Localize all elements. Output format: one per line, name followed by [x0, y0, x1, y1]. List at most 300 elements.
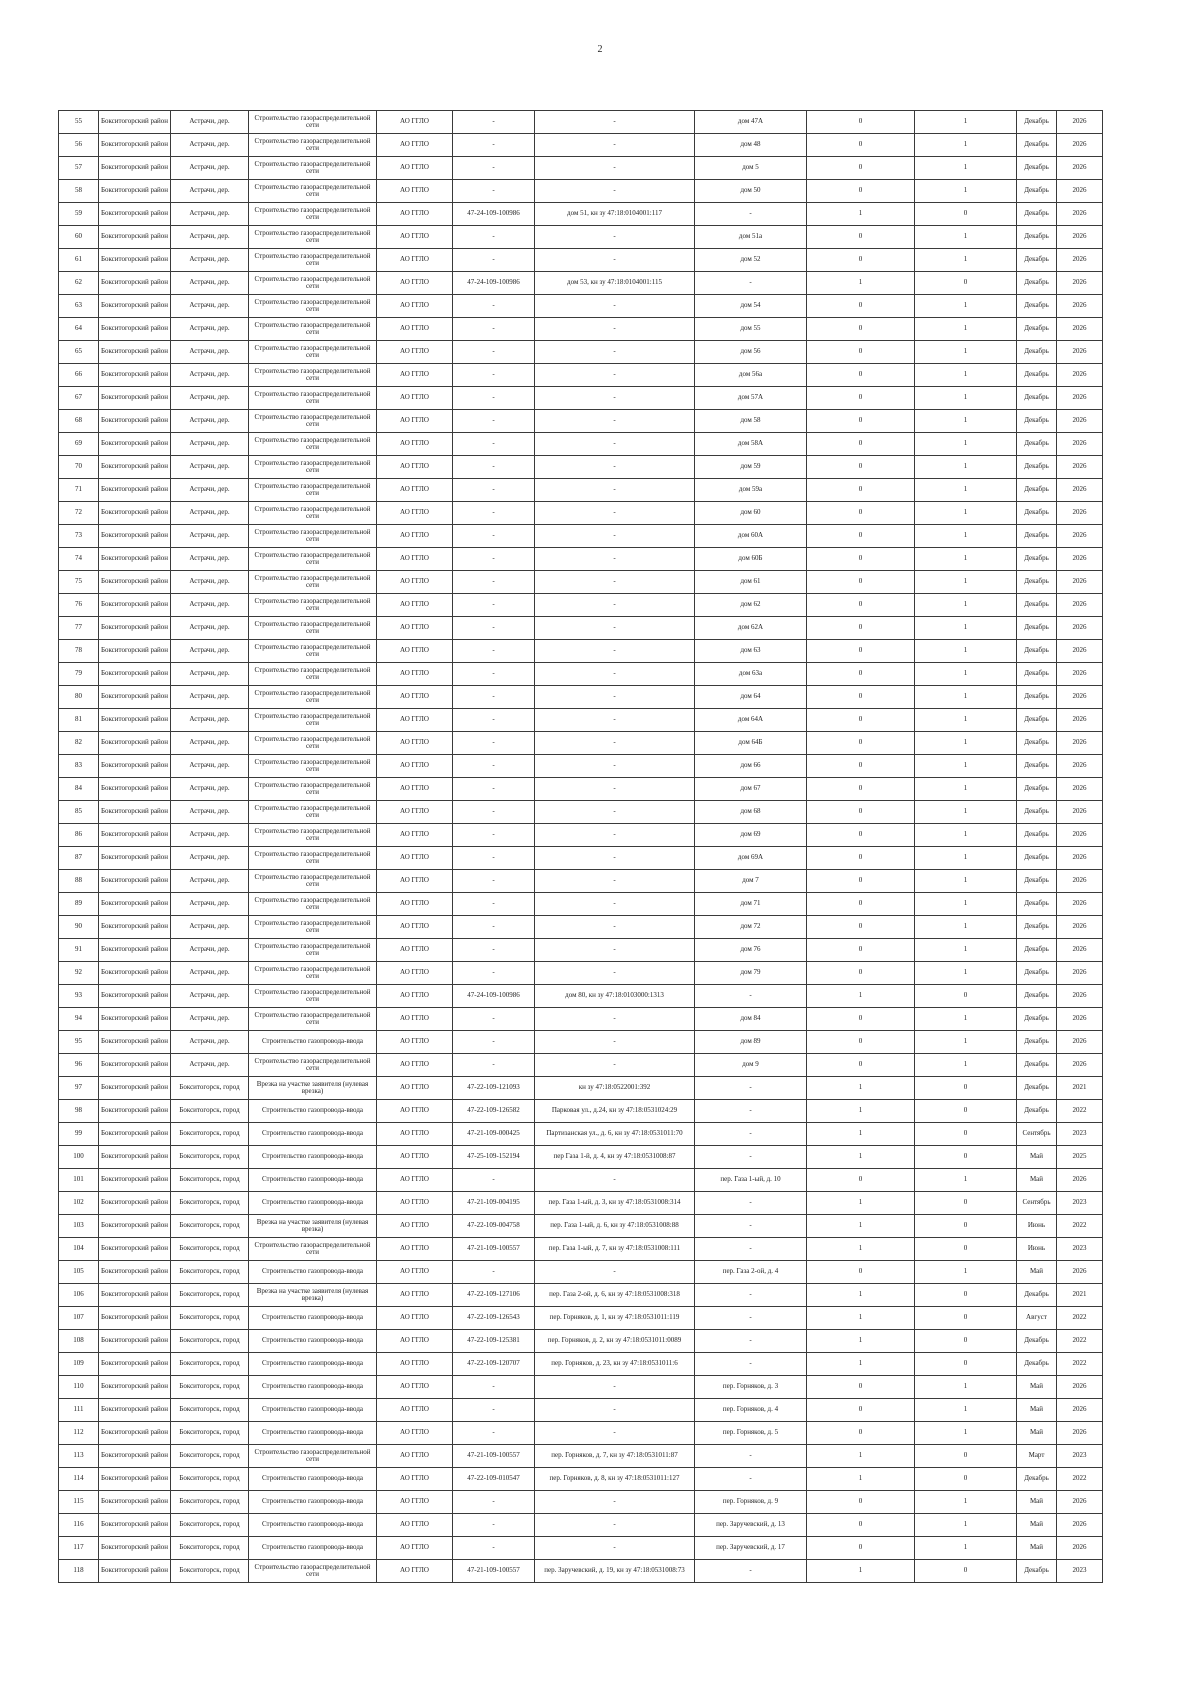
cell-organization: АО ГГЛО — [377, 1284, 453, 1307]
cell-row-number: 74 — [59, 548, 99, 571]
cell-month: Декабрь — [1017, 318, 1057, 341]
cell-work-type: Строительство газораспределительной сети — [249, 157, 377, 180]
cell-work-type: Строительство газораспределительной сети — [249, 571, 377, 594]
cell-settlement: Астрачи, дер. — [171, 410, 249, 433]
cell-settlement: Астрачи, дер. — [171, 663, 249, 686]
cell-cadastral-address: - — [535, 962, 695, 985]
cell-month: Май — [1017, 1169, 1057, 1192]
cell-count-b: 1 — [915, 157, 1017, 180]
cell-settlement: Бокситогорск, город — [171, 1468, 249, 1491]
cell-year: 2026 — [1057, 778, 1103, 801]
cell-settlement: Бокситогорск, город — [171, 1123, 249, 1146]
cell-month: Декабрь — [1017, 571, 1057, 594]
cell-count-a: 1 — [807, 1215, 915, 1238]
cell-year: 2026 — [1057, 364, 1103, 387]
cell-count-a: 0 — [807, 1537, 915, 1560]
cell-district: Бокситогорский район — [99, 318, 171, 341]
cell-house-address: дом 69А — [695, 847, 807, 870]
cell-application-number: - — [453, 1491, 535, 1514]
cell-year: 2023 — [1057, 1560, 1103, 1583]
cell-house-address: дом 60Б — [695, 548, 807, 571]
cell-organization: АО ГГЛО — [377, 548, 453, 571]
cell-cadastral-address: - — [535, 341, 695, 364]
table-row — [59, 502, 1103, 525]
cell-row-number: 111 — [59, 1399, 99, 1422]
cell-organization: АО ГГЛО — [377, 1537, 453, 1560]
cell-organization: АО ГГЛО — [377, 1008, 453, 1031]
cell-settlement: Астрачи, дер. — [171, 341, 249, 364]
cell-cadastral-address: - — [535, 571, 695, 594]
cell-cadastral-address: - — [535, 1054, 695, 1077]
cell-work-type: Строительство газопровода-ввода — [249, 1330, 377, 1353]
cell-count-a: 0 — [807, 1422, 915, 1445]
cell-cadastral-address: - — [535, 847, 695, 870]
cell-count-b: 1 — [915, 847, 1017, 870]
cell-year: 2026 — [1057, 663, 1103, 686]
cell-month: Май — [1017, 1537, 1057, 1560]
cell-count-a: 0 — [807, 640, 915, 663]
cell-application-number: - — [453, 1514, 535, 1537]
cell-district: Бокситогорский район — [99, 732, 171, 755]
cell-year: 2023 — [1057, 1238, 1103, 1261]
cell-row-number: 55 — [59, 111, 99, 134]
cell-cadastral-address: - — [535, 663, 695, 686]
cell-organization: АО ГГЛО — [377, 341, 453, 364]
cell-district: Бокситогорский район — [99, 479, 171, 502]
cell-district: Бокситогорский район — [99, 364, 171, 387]
cell-count-b: 1 — [915, 180, 1017, 203]
cell-cadastral-address: - — [535, 686, 695, 709]
cell-organization: АО ГГЛО — [377, 456, 453, 479]
cell-count-a: 1 — [807, 1468, 915, 1491]
cell-count-a: 0 — [807, 525, 915, 548]
cell-count-b: 1 — [915, 364, 1017, 387]
cell-month: Декабрь — [1017, 1008, 1057, 1031]
cell-organization: АО ГГЛО — [377, 1353, 453, 1376]
cell-application-number: 47-22-109-126582 — [453, 1100, 535, 1123]
table-row — [59, 1353, 1103, 1376]
cell-count-b: 1 — [915, 594, 1017, 617]
cell-district: Бокситогорский район — [99, 571, 171, 594]
cell-application-number: - — [453, 157, 535, 180]
cell-cadastral-address: - — [535, 732, 695, 755]
cell-year: 2026 — [1057, 479, 1103, 502]
table-row — [59, 387, 1103, 410]
cell-application-number: - — [453, 847, 535, 870]
cell-house-address: дом 56 — [695, 341, 807, 364]
cell-district: Бокситогорский район — [99, 272, 171, 295]
cell-count-a: 1 — [807, 272, 915, 295]
cell-count-b: 1 — [915, 939, 1017, 962]
cell-district: Бокситогорский район — [99, 1422, 171, 1445]
cell-cadastral-address: пер. Газа 2-ой, д. 6, кн зу 47:18:0531008:318 — [535, 1284, 695, 1307]
table-row — [59, 893, 1103, 916]
cell-count-b: 1 — [915, 870, 1017, 893]
cell-month: Май — [1017, 1146, 1057, 1169]
cell-count-b: 1 — [915, 433, 1017, 456]
cell-house-address: - — [695, 272, 807, 295]
cell-year: 2026 — [1057, 1399, 1103, 1422]
cell-house-address: дом 62 — [695, 594, 807, 617]
table-row — [59, 410, 1103, 433]
table-row — [59, 157, 1103, 180]
cell-work-type: Строительство газораспределительной сети — [249, 410, 377, 433]
cell-count-b: 1 — [915, 1376, 1017, 1399]
cell-cadastral-address: пер. Газа 1-ый, д. 6, кн зу 47:18:0531008:88 — [535, 1215, 695, 1238]
cell-year: 2026 — [1057, 249, 1103, 272]
cell-count-b: 1 — [915, 640, 1017, 663]
cell-count-a: 0 — [807, 732, 915, 755]
cell-district: Бокситогорский район — [99, 870, 171, 893]
cell-month: Декабрь — [1017, 1353, 1057, 1376]
cell-row-number: 101 — [59, 1169, 99, 1192]
cell-cadastral-address: - — [535, 157, 695, 180]
cell-application-number: - — [453, 778, 535, 801]
cell-application-number: 47-22-109-010547 — [453, 1468, 535, 1491]
cell-organization: АО ГГЛО — [377, 1215, 453, 1238]
cell-work-type: Строительство газораспределительной сети — [249, 111, 377, 134]
cell-application-number: - — [453, 916, 535, 939]
cell-work-type: Строительство газораспределительной сети — [249, 479, 377, 502]
cell-district: Бокситогорский район — [99, 1399, 171, 1422]
cell-organization: АО ГГЛО — [377, 272, 453, 295]
cell-district: Бокситогорский район — [99, 1445, 171, 1468]
cell-house-address: - — [695, 1353, 807, 1376]
cell-application-number: - — [453, 1261, 535, 1284]
cell-settlement: Астрачи, дер. — [171, 548, 249, 571]
cell-application-number: - — [453, 180, 535, 203]
cell-district: Бокситогорский район — [99, 617, 171, 640]
cell-count-a: 0 — [807, 663, 915, 686]
cell-row-number: 105 — [59, 1261, 99, 1284]
cell-month: Декабрь — [1017, 916, 1057, 939]
cell-application-number: - — [453, 732, 535, 755]
cell-year: 2026 — [1057, 1031, 1103, 1054]
cell-year: 2026 — [1057, 594, 1103, 617]
cell-work-type: Строительство газораспределительной сети — [249, 847, 377, 870]
cell-application-number: - — [453, 594, 535, 617]
cell-application-number: - — [453, 479, 535, 502]
table-row — [59, 548, 1103, 571]
cell-count-b: 1 — [915, 479, 1017, 502]
cell-organization: АО ГГЛО — [377, 801, 453, 824]
table-row — [59, 1445, 1103, 1468]
cell-month: Декабрь — [1017, 548, 1057, 571]
cell-work-type: Строительство газопровода-ввода — [249, 1491, 377, 1514]
cell-year: 2026 — [1057, 502, 1103, 525]
cell-row-number: 116 — [59, 1514, 99, 1537]
cell-count-a: 0 — [807, 778, 915, 801]
cell-application-number: 47-24-109-100986 — [453, 272, 535, 295]
cell-count-a: 0 — [807, 318, 915, 341]
cell-house-address: дом 60А — [695, 525, 807, 548]
table-row — [59, 617, 1103, 640]
cell-row-number: 73 — [59, 525, 99, 548]
cell-month: Декабрь — [1017, 479, 1057, 502]
table-row — [59, 1330, 1103, 1353]
cell-count-a: 0 — [807, 364, 915, 387]
cell-district: Бокситогорский район — [99, 203, 171, 226]
table-row — [59, 111, 1103, 134]
cell-row-number: 88 — [59, 870, 99, 893]
table-row — [59, 1031, 1103, 1054]
cell-settlement: Бокситогорск, город — [171, 1353, 249, 1376]
cell-district: Бокситогорский район — [99, 1376, 171, 1399]
cell-application-number: - — [453, 341, 535, 364]
cell-month: Май — [1017, 1514, 1057, 1537]
cell-work-type: Строительство газопровода-ввода — [249, 1261, 377, 1284]
cell-row-number: 97 — [59, 1077, 99, 1100]
cell-organization: АО ГГЛО — [377, 1238, 453, 1261]
table-row — [59, 939, 1103, 962]
cell-cadastral-address: - — [535, 180, 695, 203]
cell-year: 2022 — [1057, 1468, 1103, 1491]
cell-cadastral-address: - — [535, 916, 695, 939]
cell-work-type: Строительство газопровода-ввода — [249, 1514, 377, 1537]
cell-year: 2026 — [1057, 272, 1103, 295]
cell-district: Бокситогорский район — [99, 962, 171, 985]
cell-count-b: 1 — [915, 134, 1017, 157]
cell-house-address: дом 51а — [695, 226, 807, 249]
cell-application-number: - — [453, 893, 535, 916]
cell-settlement: Астрачи, дер. — [171, 916, 249, 939]
table-row — [59, 1399, 1103, 1422]
cell-organization: АО ГГЛО — [377, 732, 453, 755]
cell-house-address: дом 76 — [695, 939, 807, 962]
cell-count-b: 0 — [915, 1307, 1017, 1330]
cell-month: Декабрь — [1017, 617, 1057, 640]
cell-count-b: 1 — [915, 1261, 1017, 1284]
cell-month: Май — [1017, 1491, 1057, 1514]
cell-count-b: 0 — [915, 1560, 1017, 1583]
cell-settlement: Астрачи, дер. — [171, 962, 249, 985]
cell-application-number: - — [453, 571, 535, 594]
cell-count-b: 1 — [915, 456, 1017, 479]
cell-organization: АО ГГЛО — [377, 433, 453, 456]
cell-organization: АО ГГЛО — [377, 847, 453, 870]
table-row — [59, 732, 1103, 755]
cell-year: 2026 — [1057, 295, 1103, 318]
cell-count-a: 1 — [807, 1560, 915, 1583]
cell-application-number: - — [453, 410, 535, 433]
cell-month: Август — [1017, 1307, 1057, 1330]
cell-cadastral-address: - — [535, 939, 695, 962]
cell-work-type: Строительство газораспределительной сети — [249, 456, 377, 479]
table-row — [59, 709, 1103, 732]
cell-row-number: 81 — [59, 709, 99, 732]
cell-settlement: Бокситогорск, город — [171, 1514, 249, 1537]
cell-cadastral-address: Партизанская ул., д. 6, кн зу 47:18:0531011:70 — [535, 1123, 695, 1146]
cell-district: Бокситогорский район — [99, 295, 171, 318]
table-row — [59, 571, 1103, 594]
cell-year: 2026 — [1057, 1491, 1103, 1514]
cell-cadastral-address: - — [535, 111, 695, 134]
cell-organization: АО ГГЛО — [377, 134, 453, 157]
cell-district: Бокситогорский район — [99, 433, 171, 456]
table-row — [59, 180, 1103, 203]
cell-row-number: 66 — [59, 364, 99, 387]
cell-month: Декабрь — [1017, 295, 1057, 318]
cell-work-type: Строительство газораспределительной сети — [249, 916, 377, 939]
cell-application-number: 47-22-109-120707 — [453, 1353, 535, 1376]
cell-application-number: - — [453, 1399, 535, 1422]
cell-district: Бокситогорский район — [99, 410, 171, 433]
cell-organization: АО ГГЛО — [377, 203, 453, 226]
cell-district: Бокситогорский район — [99, 502, 171, 525]
cell-settlement: Астрачи, дер. — [171, 364, 249, 387]
cell-month: Декабрь — [1017, 686, 1057, 709]
cell-month: Декабрь — [1017, 456, 1057, 479]
cell-house-address: пер. Газа 1-ый, д. 10 — [695, 1169, 807, 1192]
cell-application-number: - — [453, 686, 535, 709]
cell-settlement: Бокситогорск, город — [171, 1399, 249, 1422]
cell-month: Сентябрь — [1017, 1192, 1057, 1215]
cell-month: Декабрь — [1017, 1560, 1057, 1583]
cell-count-b: 1 — [915, 824, 1017, 847]
cell-year: 2026 — [1057, 1376, 1103, 1399]
cell-count-b: 0 — [915, 1353, 1017, 1376]
cell-house-address: дом 60 — [695, 502, 807, 525]
cell-settlement: Бокситогорск, город — [171, 1376, 249, 1399]
cell-cadastral-address: - — [535, 295, 695, 318]
cell-cadastral-address: - — [535, 502, 695, 525]
table-row — [59, 1215, 1103, 1238]
cell-settlement: Бокситогорск, город — [171, 1238, 249, 1261]
table-row — [59, 594, 1103, 617]
cell-row-number: 79 — [59, 663, 99, 686]
cell-count-a: 0 — [807, 157, 915, 180]
cell-row-number: 65 — [59, 341, 99, 364]
table-row — [59, 755, 1103, 778]
cell-house-address: дом 62А — [695, 617, 807, 640]
cell-count-a: 0 — [807, 341, 915, 364]
cell-district: Бокситогорский район — [99, 341, 171, 364]
cell-year: 2023 — [1057, 1192, 1103, 1215]
cell-count-b: 1 — [915, 341, 1017, 364]
cell-count-b: 0 — [915, 1238, 1017, 1261]
cell-cadastral-address: пер. Газа 1-ый, д. 3, кн зу 47:18:0531008:314 — [535, 1192, 695, 1215]
cell-settlement: Бокситогорск, город — [171, 1284, 249, 1307]
cell-settlement: Бокситогорск, город — [171, 1445, 249, 1468]
table-row — [59, 1146, 1103, 1169]
cell-settlement: Бокситогорск, город — [171, 1560, 249, 1583]
cell-count-b: 1 — [915, 525, 1017, 548]
cell-house-address: - — [695, 1192, 807, 1215]
cell-settlement: Астрачи, дер. — [171, 1008, 249, 1031]
registry-table — [58, 110, 1103, 1583]
cell-house-address: пер. Горняков, д. 3 — [695, 1376, 807, 1399]
cell-month: Май — [1017, 1261, 1057, 1284]
cell-cadastral-address: - — [535, 893, 695, 916]
cell-cadastral-address: - — [535, 778, 695, 801]
cell-count-b: 0 — [915, 1123, 1017, 1146]
cell-year: 2026 — [1057, 341, 1103, 364]
cell-month: Декабрь — [1017, 249, 1057, 272]
cell-house-address: дом 64Б — [695, 732, 807, 755]
cell-cadastral-address: - — [535, 1514, 695, 1537]
cell-count-a: 0 — [807, 1399, 915, 1422]
cell-row-number: 59 — [59, 203, 99, 226]
cell-house-address: дом 69 — [695, 824, 807, 847]
cell-settlement: Астрачи, дер. — [171, 157, 249, 180]
cell-count-b: 1 — [915, 1514, 1017, 1537]
cell-application-number: - — [453, 1008, 535, 1031]
cell-year: 2026 — [1057, 1008, 1103, 1031]
cell-row-number: 69 — [59, 433, 99, 456]
cell-settlement: Астрачи, дер. — [171, 617, 249, 640]
cell-house-address: - — [695, 1123, 807, 1146]
cell-row-number: 117 — [59, 1537, 99, 1560]
cell-row-number: 96 — [59, 1054, 99, 1077]
cell-cadastral-address: - — [535, 640, 695, 663]
page-number: 2 — [597, 44, 603, 55]
cell-cadastral-address: - — [535, 1491, 695, 1514]
cell-work-type: Строительство газораспределительной сети — [249, 226, 377, 249]
cell-count-a: 1 — [807, 203, 915, 226]
cell-application-number: - — [453, 134, 535, 157]
table-row — [59, 341, 1103, 364]
cell-house-address: - — [695, 1146, 807, 1169]
cell-house-address: дом 63 — [695, 640, 807, 663]
cell-house-address: - — [695, 1238, 807, 1261]
cell-row-number: 114 — [59, 1468, 99, 1491]
cell-count-a: 0 — [807, 1008, 915, 1031]
cell-house-address: дом 61 — [695, 571, 807, 594]
cell-count-a: 0 — [807, 456, 915, 479]
cell-district: Бокситогорский район — [99, 1215, 171, 1238]
cell-row-number: 100 — [59, 1146, 99, 1169]
cell-settlement: Астрачи, дер. — [171, 433, 249, 456]
table-row — [59, 525, 1103, 548]
cell-house-address: - — [695, 1284, 807, 1307]
cell-count-a: 0 — [807, 1169, 915, 1192]
cell-count-a: 0 — [807, 433, 915, 456]
cell-month: Декабрь — [1017, 203, 1057, 226]
cell-count-a: 0 — [807, 180, 915, 203]
cell-organization: АО ГГЛО — [377, 571, 453, 594]
cell-work-type: Строительство газораспределительной сети — [249, 1008, 377, 1031]
cell-settlement: Астрачи, дер. — [171, 1031, 249, 1054]
cell-work-type: Строительство газопровода-ввода — [249, 1537, 377, 1560]
cell-work-type: Строительство газопровода-ввода — [249, 1100, 377, 1123]
cell-district: Бокситогорский район — [99, 180, 171, 203]
cell-district: Бокситогорский район — [99, 1169, 171, 1192]
cell-year: 2026 — [1057, 962, 1103, 985]
table-row — [59, 1169, 1103, 1192]
cell-organization: АО ГГЛО — [377, 180, 453, 203]
cell-month: Май — [1017, 1376, 1057, 1399]
cell-count-a: 1 — [807, 1077, 915, 1100]
cell-house-address: дом 67 — [695, 778, 807, 801]
cell-work-type: Строительство газораспределительной сети — [249, 1445, 377, 1468]
cell-district: Бокситогорский район — [99, 1284, 171, 1307]
cell-row-number: 64 — [59, 318, 99, 341]
cell-organization: АО ГГЛО — [377, 387, 453, 410]
cell-row-number: 77 — [59, 617, 99, 640]
cell-count-b: 1 — [915, 962, 1017, 985]
cell-house-address: дом 72 — [695, 916, 807, 939]
cell-row-number: 78 — [59, 640, 99, 663]
cell-application-number: - — [453, 663, 535, 686]
cell-settlement: Астрачи, дер. — [171, 686, 249, 709]
cell-count-a: 0 — [807, 1514, 915, 1537]
cell-settlement: Бокситогорск, город — [171, 1100, 249, 1123]
cell-organization: АО ГГЛО — [377, 525, 453, 548]
cell-district: Бокситогорский район — [99, 1031, 171, 1054]
cell-district: Бокситогорский район — [99, 157, 171, 180]
cell-row-number: 110 — [59, 1376, 99, 1399]
cell-row-number: 72 — [59, 502, 99, 525]
